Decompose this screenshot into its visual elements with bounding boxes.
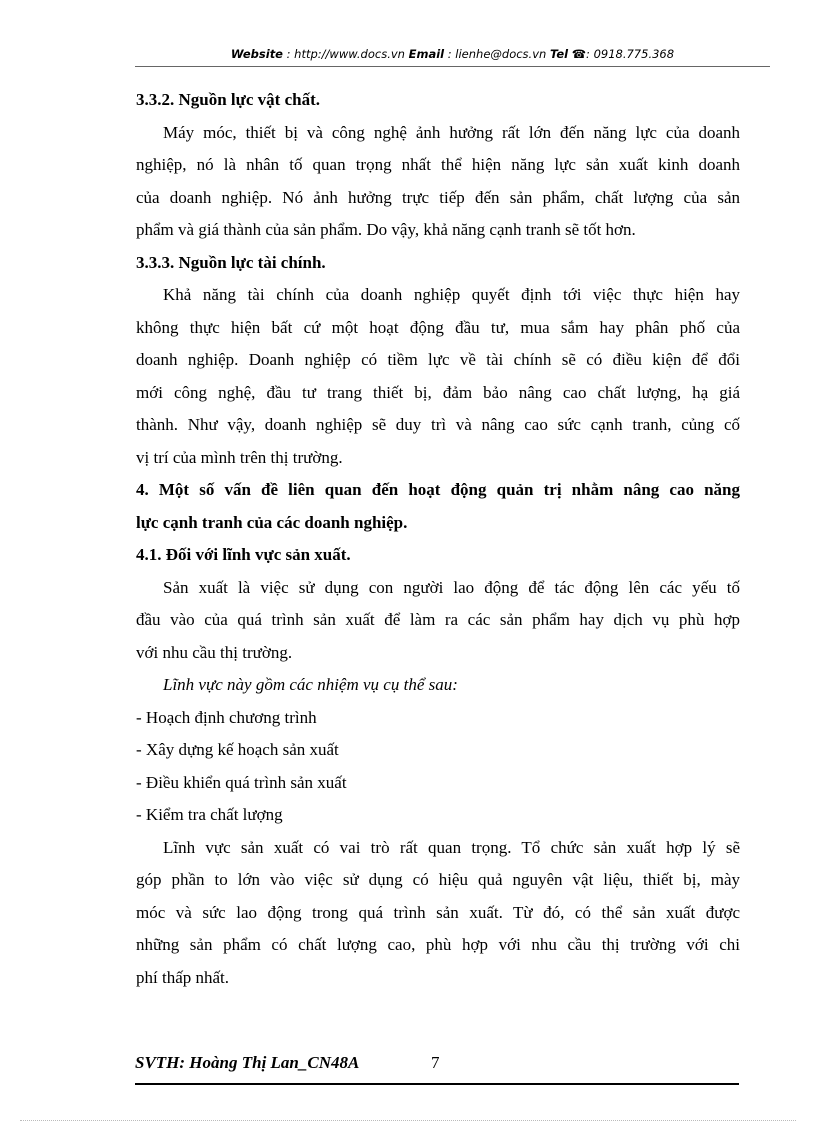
page-footer	[135, 1053, 739, 1073]
paragraph-line: đầu vào của quá trình sản xuất để làm ra các sản phẩm hay dịch vụ phù hợp	[136, 610, 740, 629]
paragraph-line: móc và sức lao động trong quá trình sản xuất. Từ đó, có thể sản xuất được	[136, 902, 740, 922]
paragraph-line: vị trí của mình trên thị trường.	[136, 447, 343, 467]
paragraph-line: Máy móc, thiết bị và công nghệ ảnh hưởng rất lớn đến năng lực của doanh	[163, 122, 740, 142]
list-item: - Điều khiển quá trình sản xuất	[136, 772, 347, 792]
paragraph-line: mới công nghệ, đầu tư trang thiết bị, đảm bảo nâng cao chất lượng, hạ giá	[136, 382, 740, 402]
page-header	[135, 47, 770, 61]
website-label: Website	[230, 47, 283, 61]
section-3-3-3-heading: 3.3.3. Nguồn lực tài chính.	[136, 252, 326, 272]
paragraph-line: Khả năng tài chính của doanh nghiệp quyết định tới việc thực hiện hay	[163, 285, 740, 304]
paragraph-line: không thực hiện bất cứ một hoạt động đầu tư, mua sắm hay phân phố của	[136, 317, 740, 337]
list-item: - Xây dựng kế hoạch sản xuất	[136, 740, 339, 759]
paragraph-line: những sản phẩm có chất lượng cao, phù hợp với nhu cầu thị trường với chi	[136, 935, 740, 954]
list-item: - Hoạch định chương trình	[136, 707, 317, 727]
footer-author: SVTH: Hoàng Thị Lan_CN48A	[135, 1053, 360, 1072]
header-divider	[135, 66, 770, 67]
paragraph-line: Sản xuất là việc sử dụng con người lao động để tác động lên các yếu tố	[163, 577, 740, 597]
section-4-1-heading: 4.1. Đối với lĩnh vực sản xuất.	[136, 545, 351, 564]
footer-divider	[135, 1083, 739, 1085]
tel-value: ☎: 0918.775.368	[568, 47, 675, 61]
document-body	[136, 84, 740, 994]
paragraph-line: Lĩnh vực sản xuất có vai trò rất quan trọng. Tổ chức sản xuất hợp lý sẽ	[163, 837, 740, 857]
paragraph-line: doanh nghiệp. Doanh nghiệp có tiềm lực về tài chính sẽ có điều kiện để đổi	[136, 350, 740, 369]
paragraph-line: với nhu cầu thị trường.	[136, 642, 293, 662]
paragraph-line: phí thấp nhất.	[136, 967, 230, 987]
paragraph-line: nghiệp, nó là nhân tố quan trọng nhất thể hiện năng lực sản xuất kinh doanh	[136, 155, 740, 174]
list-item: - Kiểm tra chất lượng	[136, 805, 283, 824]
email-value: : lienhe@docs.vn	[444, 47, 550, 61]
paragraph-line: phẩm và giá thành của sản phẩm. Do vậy, khả năng cạnh tranh sẽ tốt hơn.	[136, 220, 636, 239]
section-4-heading-line: lực cạnh tranh của các doanh nghiệp.	[136, 512, 408, 532]
page-number: 7	[431, 1053, 440, 1072]
paragraph-line: của doanh nghiệp. Nó ảnh hưởng trực tiếp đến sản phẩm, chất lượng của sản	[136, 187, 740, 207]
section-3-3-2-heading: 3.3.2. Nguồn lực vật chất.	[136, 90, 320, 109]
section-4-heading-line: 4. Một số vấn đề liên quan đến hoạt động quản trị nhằm nâng cao năng	[136, 480, 740, 499]
website-value: : http://www.docs.vn	[283, 47, 409, 61]
paragraph-line: thành. Như vậy, doanh nghiệp sẽ duy trì và nâng cao sức cạnh tranh, củng cố	[136, 415, 740, 434]
email-label: Email	[408, 47, 445, 61]
paragraph-line: góp phần to lớn vào việc sử dụng có hiệu quả nguyên vật liệu, thiết bị, mày	[136, 870, 740, 889]
tel-label: Tel	[549, 47, 569, 61]
page-bottom-border	[20, 1120, 796, 1121]
italic-intro: Lĩnh vực này gồm các nhiệm vụ cụ thể sau:	[163, 675, 458, 694]
